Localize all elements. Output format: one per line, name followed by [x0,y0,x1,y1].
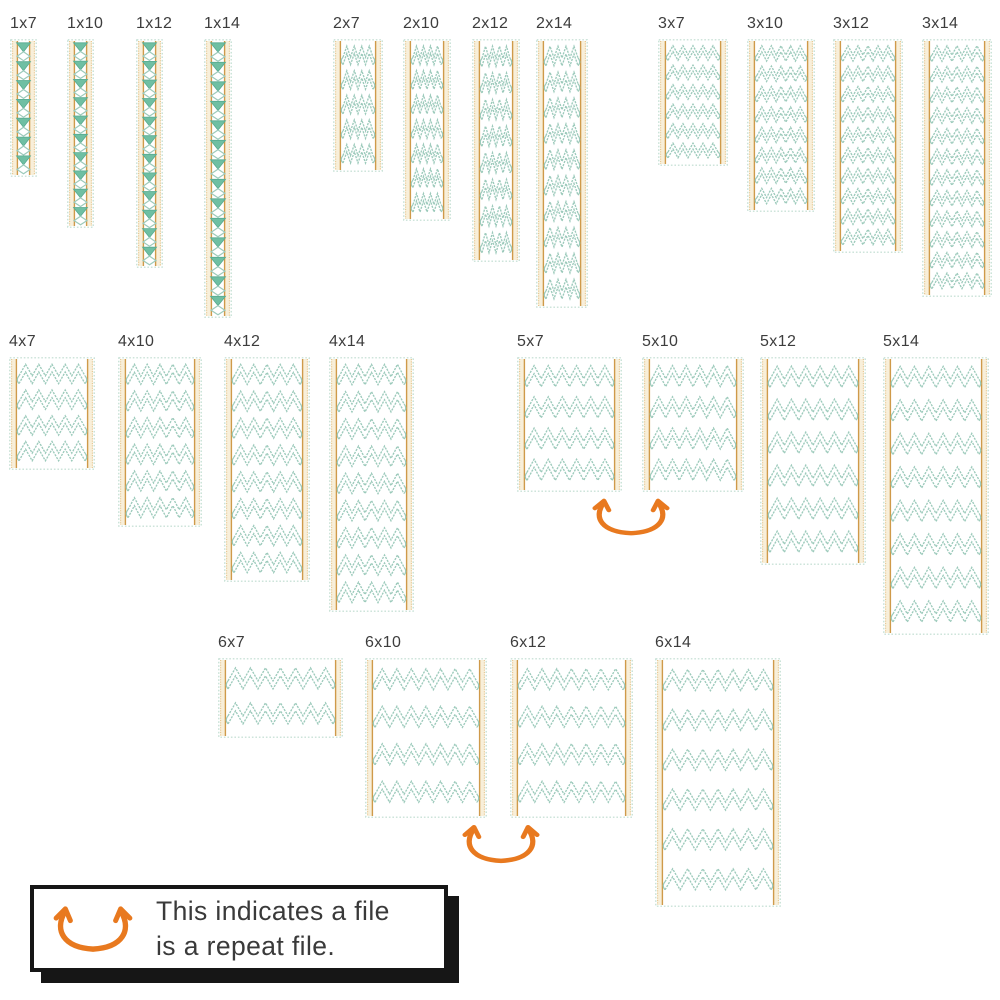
stitch-preview-4x10 [118,357,202,527]
swatch-2x7 [333,39,383,172]
swatch-3x10 [747,39,815,212]
stitch-preview-6x7 [218,658,343,738]
size-label-5x14: 5x14 [883,333,920,350]
swatch-5x12 [760,357,866,565]
swatch-3x14 [922,39,992,297]
size-label-1x7: 1x7 [10,15,37,32]
size-label-1x14: 1x14 [204,15,241,32]
size-label-2x7: 2x7 [333,15,360,32]
size-label-2x10: 2x10 [403,15,440,32]
stitch-preview-1x14 [204,39,232,318]
swatch-4x10 [118,357,202,527]
size-label-4x10: 4x10 [118,333,155,350]
size-label-5x12: 5x12 [760,333,797,350]
legend-box [30,885,448,972]
stitch-preview-1x10 [67,39,94,228]
swatch-1x10 [67,39,94,228]
stitch-preview-1x7 [10,39,37,177]
size-label-6x14: 6x14 [655,634,692,651]
repeat-arrow-icon [590,492,672,547]
legend-line2: is a repeat file. [156,930,336,961]
stitch-preview-2x12 [472,39,520,262]
stitch-preview-5x10 [642,357,744,492]
swatch-4x14 [329,357,414,612]
swatch-1x12 [136,39,163,268]
repeat-arrow-icon [460,818,542,875]
size-label-3x7: 3x7 [658,15,685,32]
size-label-6x7: 6x7 [218,634,245,651]
size-label-4x7: 4x7 [9,333,36,350]
swatch-6x10 [365,658,487,818]
stitch-preview-6x12 [510,658,633,818]
swatch-5x10 [642,357,744,492]
swatch-6x14 [655,658,781,907]
swatch-4x7 [9,357,95,470]
size-label-5x10: 5x10 [642,333,679,350]
swatch-2x14 [536,39,588,308]
stitch-preview-3x14 [922,39,992,297]
size-label-4x14: 4x14 [329,333,366,350]
stitch-preview-6x14 [655,658,781,907]
size-label-6x12: 6x12 [510,634,547,651]
size-label-3x14: 3x14 [922,15,959,32]
stitch-preview-4x12 [224,357,310,582]
size-label-5x7: 5x7 [517,333,544,350]
stitch-preview-3x7 [658,39,728,166]
swatch-6x7 [218,658,343,738]
size-label-3x12: 3x12 [833,15,870,32]
swatch-5x7 [517,357,622,492]
size-label-6x10: 6x10 [365,634,402,651]
stitch-preview-3x10 [747,39,815,212]
stitch-preview-1x12 [136,39,163,268]
stitch-preview-2x10 [403,39,451,221]
legend-line1: This indicates a file [156,896,390,927]
swatch-3x7 [658,39,728,166]
stitch-preview-3x12 [833,39,903,253]
stitch-preview-2x7 [333,39,383,172]
stitch-preview-4x14 [329,357,414,612]
size-label-1x10: 1x10 [67,15,104,32]
repeat-arrow-icon [44,898,142,960]
stitch-preview-4x7 [9,357,95,470]
stitch-preview-5x14 [883,357,989,635]
swatch-2x10 [403,39,451,221]
swatch-6x12 [510,658,633,818]
stitch-preview-6x10 [365,658,487,818]
swatch-5x14 [883,357,989,635]
size-label-2x14: 2x14 [536,15,573,32]
swatch-2x12 [472,39,520,262]
stitch-preview-5x12 [760,357,866,565]
size-label-1x12: 1x12 [136,15,173,32]
stitch-preview-5x7 [517,357,622,492]
size-label-4x12: 4x12 [224,333,261,350]
stitch-preview-2x14 [536,39,588,308]
swatch-4x12 [224,357,310,582]
swatch-3x12 [833,39,903,253]
size-label-2x12: 2x12 [472,15,509,32]
swatch-1x14 [204,39,232,318]
swatch-1x7 [10,39,37,177]
size-label-3x10: 3x10 [747,15,784,32]
legend-text [156,894,390,963]
